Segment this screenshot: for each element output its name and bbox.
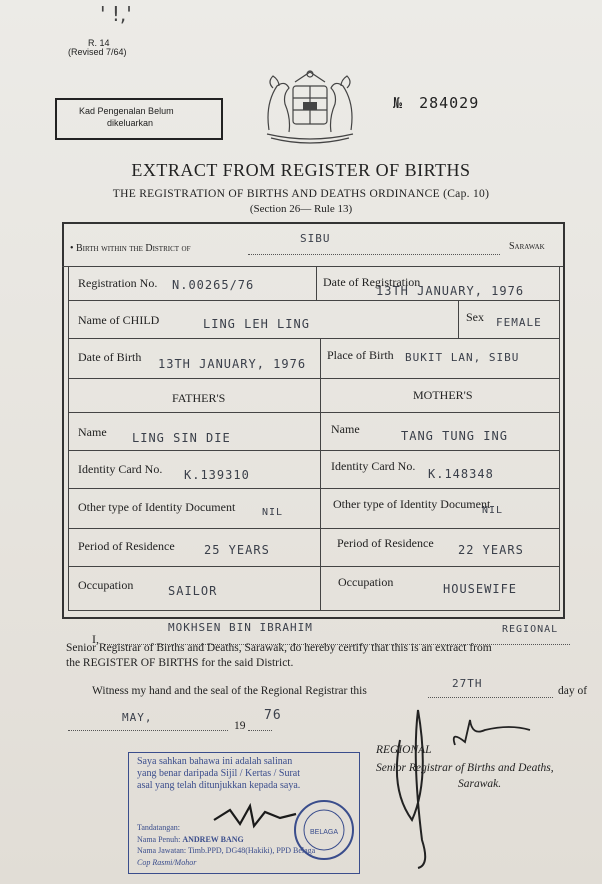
- father-residence-value: 25 YEARS: [204, 543, 270, 557]
- father-residence-label: Period of Residence: [78, 539, 175, 553]
- mother-name-label: Name: [331, 422, 360, 436]
- district-value: SIBU: [300, 232, 331, 245]
- signature-title-line-1: Senior Registrar of Births and Deaths,: [376, 762, 554, 774]
- mother-other-id-value: NIL: [482, 505, 504, 516]
- mother-residence-label: Period of Residence: [337, 536, 434, 550]
- stamp-line-2: yang benar daripada Sijil / Kertas / Surat: [137, 768, 301, 779]
- cert-day-value: 27TH: [452, 677, 483, 690]
- col-rule: [458, 300, 459, 338]
- stamp-position-row: [137, 846, 315, 855]
- row-rule: [68, 338, 559, 339]
- father-ic-label: Identity Card No.: [78, 462, 163, 476]
- father-name-value: LING SIN DIE: [132, 431, 231, 445]
- father-heading: FATHER'S: [172, 391, 226, 405]
- registration-no-value: N.00265/76: [172, 278, 255, 292]
- cert-day-label: day of: [558, 685, 588, 697]
- dob-value: 13TH JANUARY, 1976: [158, 357, 307, 371]
- mother-other-id-label: Other type of Identity Document: [333, 497, 491, 511]
- stamp-name-label: Nama Penuh:: [137, 835, 181, 844]
- registration-date-label: Date of Registration: [323, 275, 421, 289]
- father-ic-value: K.139310: [184, 468, 250, 482]
- row-rule: [68, 488, 559, 489]
- serial-number: [393, 94, 479, 112]
- document-title: EXTRACT FROM REGISTER OF BIRTHS: [131, 160, 471, 180]
- cert-witness: Witness my hand and the seal of the Regional Registrar this: [92, 685, 367, 697]
- registrar-role: REGIONAL: [502, 624, 559, 635]
- stamp-sign-label: Tandatangan:: [137, 823, 180, 832]
- seal-text: BELAGA: [309, 829, 339, 836]
- cert-month-dotted-line: [68, 730, 228, 731]
- father-other-id-label: Other type of Identity Document: [78, 500, 236, 514]
- stamp-seal-label: Cop Rasmi/Mohor: [137, 858, 197, 867]
- district-state: Sarawak: [509, 241, 545, 252]
- registration-no-label: Registration No.: [78, 276, 158, 290]
- child-name-value: LING LEH LING: [203, 317, 310, 331]
- stamp-line-3: asal yang telah ditunjukkan kepada saya.: [137, 780, 301, 791]
- mother-ic-label: Identity Card No.: [331, 459, 416, 473]
- row-rule: [68, 378, 559, 379]
- top-pen-marks: ' !,': [100, 2, 132, 26]
- stamp-signature: [210, 800, 300, 835]
- father-name-label: Name: [78, 425, 107, 439]
- mother-occupation-value: HOUSEWIFE: [443, 582, 518, 596]
- form-revision: (Revised 7/64): [68, 47, 127, 57]
- stamp-position-value: Timb.PPD, DG48(Hakiki), PPD Belaga: [187, 846, 316, 855]
- mother-occupation-label: Occupation: [338, 575, 394, 589]
- father-occupation-label: Occupation: [78, 578, 134, 592]
- sex-value: FEMALE: [496, 316, 542, 329]
- col-rule: [320, 338, 321, 610]
- signature-regional: REGIONAL: [376, 744, 432, 756]
- mother-name-value: TANG TUNG ING: [401, 429, 508, 443]
- mother-heading: MOTHER'S: [413, 388, 473, 402]
- row-rule: [68, 300, 559, 301]
- cert-year-prefix: 19: [234, 720, 246, 732]
- notice-line-1: Kad Pengenalan Belum: [79, 106, 174, 116]
- cert-i: I,: [92, 632, 99, 646]
- form-code: R. 14: [88, 38, 110, 48]
- serial-value: 284029: [419, 94, 480, 112]
- signature-title-line-2: Sarawak.: [458, 778, 502, 790]
- stamp-name-value: ANDREW BANG: [182, 835, 244, 844]
- serial-symbol: №: [393, 94, 403, 112]
- cert-year-dotted-line: [248, 730, 272, 731]
- father-occupation-value: SAILOR: [168, 584, 218, 598]
- notice-box: [55, 98, 223, 140]
- row-rule: [68, 528, 559, 529]
- sex-label: Sex: [466, 310, 484, 324]
- stamp-name-row: [137, 835, 244, 844]
- document-subtitle: THE REGISTRATION OF BIRTHS AND DEATHS ORDINANCE (Cap. 10): [112, 188, 490, 200]
- row-rule: [68, 566, 559, 567]
- row-rule: [62, 266, 563, 267]
- document-section: (Section 26— Rule 13): [249, 203, 353, 215]
- row-rule: [68, 450, 559, 451]
- district-label-text: Birth within the District of: [76, 243, 191, 254]
- registration-date-value: 13TH JANUARY, 1976: [376, 284, 525, 298]
- row-rule: [68, 610, 560, 611]
- coat-of-arms-emblem: [255, 64, 365, 144]
- father-other-id-value: NIL: [262, 507, 284, 518]
- cert-statement: Senior Registrar of Births and Deaths, Sarawak, do hereby certify that this is an extract from: [66, 642, 492, 654]
- cert-month-value: MAY,: [122, 711, 153, 724]
- row-rule: [68, 412, 559, 413]
- dob-label: Date of Birth: [78, 350, 142, 364]
- cert-register-line: the REGISTER OF BIRTHS for the said District.: [66, 657, 294, 669]
- stamp-position-label: Nama Jawatan:: [137, 846, 187, 855]
- col-rule: [559, 266, 560, 610]
- mother-residence-value: 22 YEARS: [458, 543, 524, 557]
- pob-label: Place of Birth: [327, 348, 394, 362]
- registrar-name: MOKHSEN BIN IBRAHIM: [168, 621, 313, 634]
- district-label: • Birth within the District of: [70, 243, 191, 254]
- pob-value: BUKIT LAN, SIBU: [405, 351, 520, 364]
- stamp-line-1: Saya sahkan bahawa ini adalah salinan: [137, 756, 293, 767]
- mother-ic-value: K.148348: [428, 467, 494, 481]
- official-round-seal: [292, 798, 356, 862]
- child-name-label: Name of CHILD: [78, 313, 160, 327]
- notice-line-2: dikeluarkan: [107, 118, 154, 128]
- district-dotted-line: [248, 254, 500, 255]
- col-rule: [68, 266, 69, 610]
- cert-year-value: 76: [264, 708, 282, 723]
- col-rule: [316, 266, 317, 300]
- cert-day-dotted-line: [428, 697, 553, 698]
